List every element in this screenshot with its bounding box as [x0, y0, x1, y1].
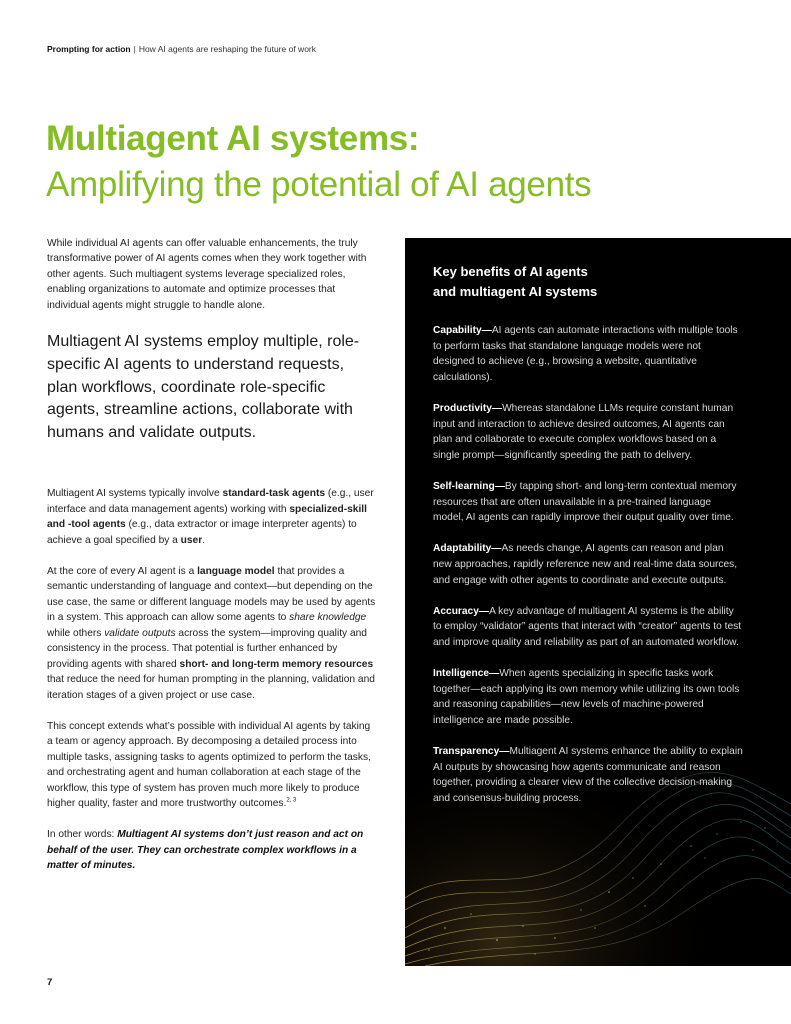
text-run: while others [47, 627, 105, 639]
benefit-transparency [433, 744, 743, 806]
pull-quote: Multiagent AI systems employ multiple, role-specific AI agents to understand requests, plan workflows, coordinate role-specific agents, streamline actions, collaborate with humans and validate outputs. [47, 333, 360, 442]
term-user: user [180, 534, 203, 546]
benefit-intelligence [433, 666, 743, 728]
benefit-term: Accuracy— [433, 605, 490, 617]
benefit-text: When agents specializing in specific tasks work together—each applying its own memory while utilizing its own tools and reasoning capabilities—new levels of machine-powered intelligence are made possible. [433, 668, 740, 726]
benefit-text: AI agents can automate interactions with multiple tools to perform tasks that standalone language models were not designed to achieve (e.g., browsing a website, quantitative calculations). [433, 325, 738, 383]
text-run: across the system—improving quality and consistency in the process. That potential is further enhanced by providing agents with shared [47, 627, 367, 670]
key-benefits-panel [405, 238, 791, 966]
benefit-term: Adaptability— [433, 543, 502, 555]
benefit-text: By tapping short- and long-term contextual memory resources that are often unavailable in a pre-trained language model, AI agents can rapidly improve their output quality over time. [433, 480, 737, 524]
emphasis-validate-outputs: validate outputs [104, 627, 176, 639]
text-run: . [202, 534, 206, 546]
benefit-text: As needs change, AI agents can reason and plan new approaches, rapidly reference new and real-time data sources, and engage with other agents to coordinate and execute outputs. [433, 543, 738, 586]
header-separator: | [133, 44, 136, 54]
benefit-term: Intelligence— [433, 668, 500, 680]
benefit-term: Productivity— [433, 402, 503, 414]
text-run: (e.g., user interface and data management agents) working with [47, 488, 374, 515]
emphasis-share-knowledge: share knowledge [289, 612, 367, 623]
page-title: Multiagent AI systems: [46, 119, 420, 158]
text-run: that reduce the need for human prompting in the planning, validation and iteration stages of a given project or use case. [47, 674, 375, 701]
paragraph-agent-types [47, 486, 377, 548]
panel-title-line2: and multiagent AI systems [433, 283, 598, 299]
panel-title-line1: Key benefits of AI agents [433, 264, 588, 279]
term-language-model: language model [197, 565, 275, 577]
header-section: Prompting for action [47, 44, 131, 54]
page-subtitle: Amplifying the potential of AI agents [46, 165, 592, 204]
text-run: (e.g., data extractor or image interpreter agents) to achieve a goal specified by a [47, 519, 357, 546]
benefit-adaptability [433, 541, 743, 588]
paragraph-agency-approach [47, 719, 377, 812]
benefit-term: Self-learning— [433, 480, 505, 492]
text-run: that provides a semantic understanding of language and context—but depending on the use case, the same or different language models may be used by agents in a system. This approach can allow some agents to [47, 565, 376, 623]
benefit-capability [433, 323, 743, 385]
footnote-reference: 2, 3 [286, 797, 297, 804]
benefit-text: Multiagent AI systems enhance the ability to explain AI outputs by showcasing how agents communicate and reason together, providing a clearer view of the collective decision-making and consensus-building process. [433, 746, 743, 804]
benefit-term: Capability— [433, 325, 492, 336]
term-specialized-agents: specialized-skill and -tool agents [47, 503, 367, 530]
paragraph-summary [47, 827, 377, 874]
benefit-text: Whereas standalone LLMs require constant human input and interaction to achieve desired outcomes, AI agents can plan and collaborate to execute complex workflows based on a single prompt—significantly speeding the path to delivery. [433, 402, 734, 461]
benefit-text: A key advantage of multiagent AI systems is the ability to employ “validator” agents that interact with “creator” agents to test and improve quality and reliability as part of an automated workflow. [433, 605, 742, 648]
benefit-self-learning [433, 479, 743, 526]
intro-paragraph: While individual AI agents can offer valuable enhancements, the truly transformative power of AI agents comes when they work together with other agents. Such multiagent systems leverage specialized roles, enabling organizations to automate and optimize processes that individual agents might struggle to handle alone. [47, 238, 367, 311]
term-standard-task-agents: standard-task agents [222, 488, 326, 499]
text-run: This concept extends what’s possible with individual AI agents by taking a team or agency approach. By decomposing a detailed process into multiple tasks, assigning tasks to agents optimized to perform the tasks, and orchestrating agent and human collaboration at each stage of the workflow, this type of system has proven much more likely to produce higher quality, faster and more trustworthy outcomes. [47, 720, 371, 809]
running-header [47, 44, 316, 54]
text-run: Multiagent AI systems typically involve [47, 488, 223, 499]
text-run: At the core of every AI agent is a [47, 565, 198, 577]
page-number: 7 [47, 977, 53, 988]
panel-title [433, 262, 597, 301]
term-memory-resources: short- and long-term memory resources [179, 658, 374, 670]
header-subtitle: How AI agents are reshaping the future of work [138, 44, 316, 54]
summary-emphasis: Multiagent AI systems don’t just reason and act on behalf of the user. They can orchestrate complex workflows in a matter of minutes. [47, 829, 364, 871]
benefits-list [433, 323, 743, 822]
benefit-accuracy [433, 604, 743, 651]
body-column [47, 486, 377, 889]
benefit-term: Transparency— [433, 746, 510, 758]
text-run: In other words: [47, 829, 118, 840]
benefit-productivity [433, 401, 743, 463]
paragraph-language-model [47, 564, 377, 704]
